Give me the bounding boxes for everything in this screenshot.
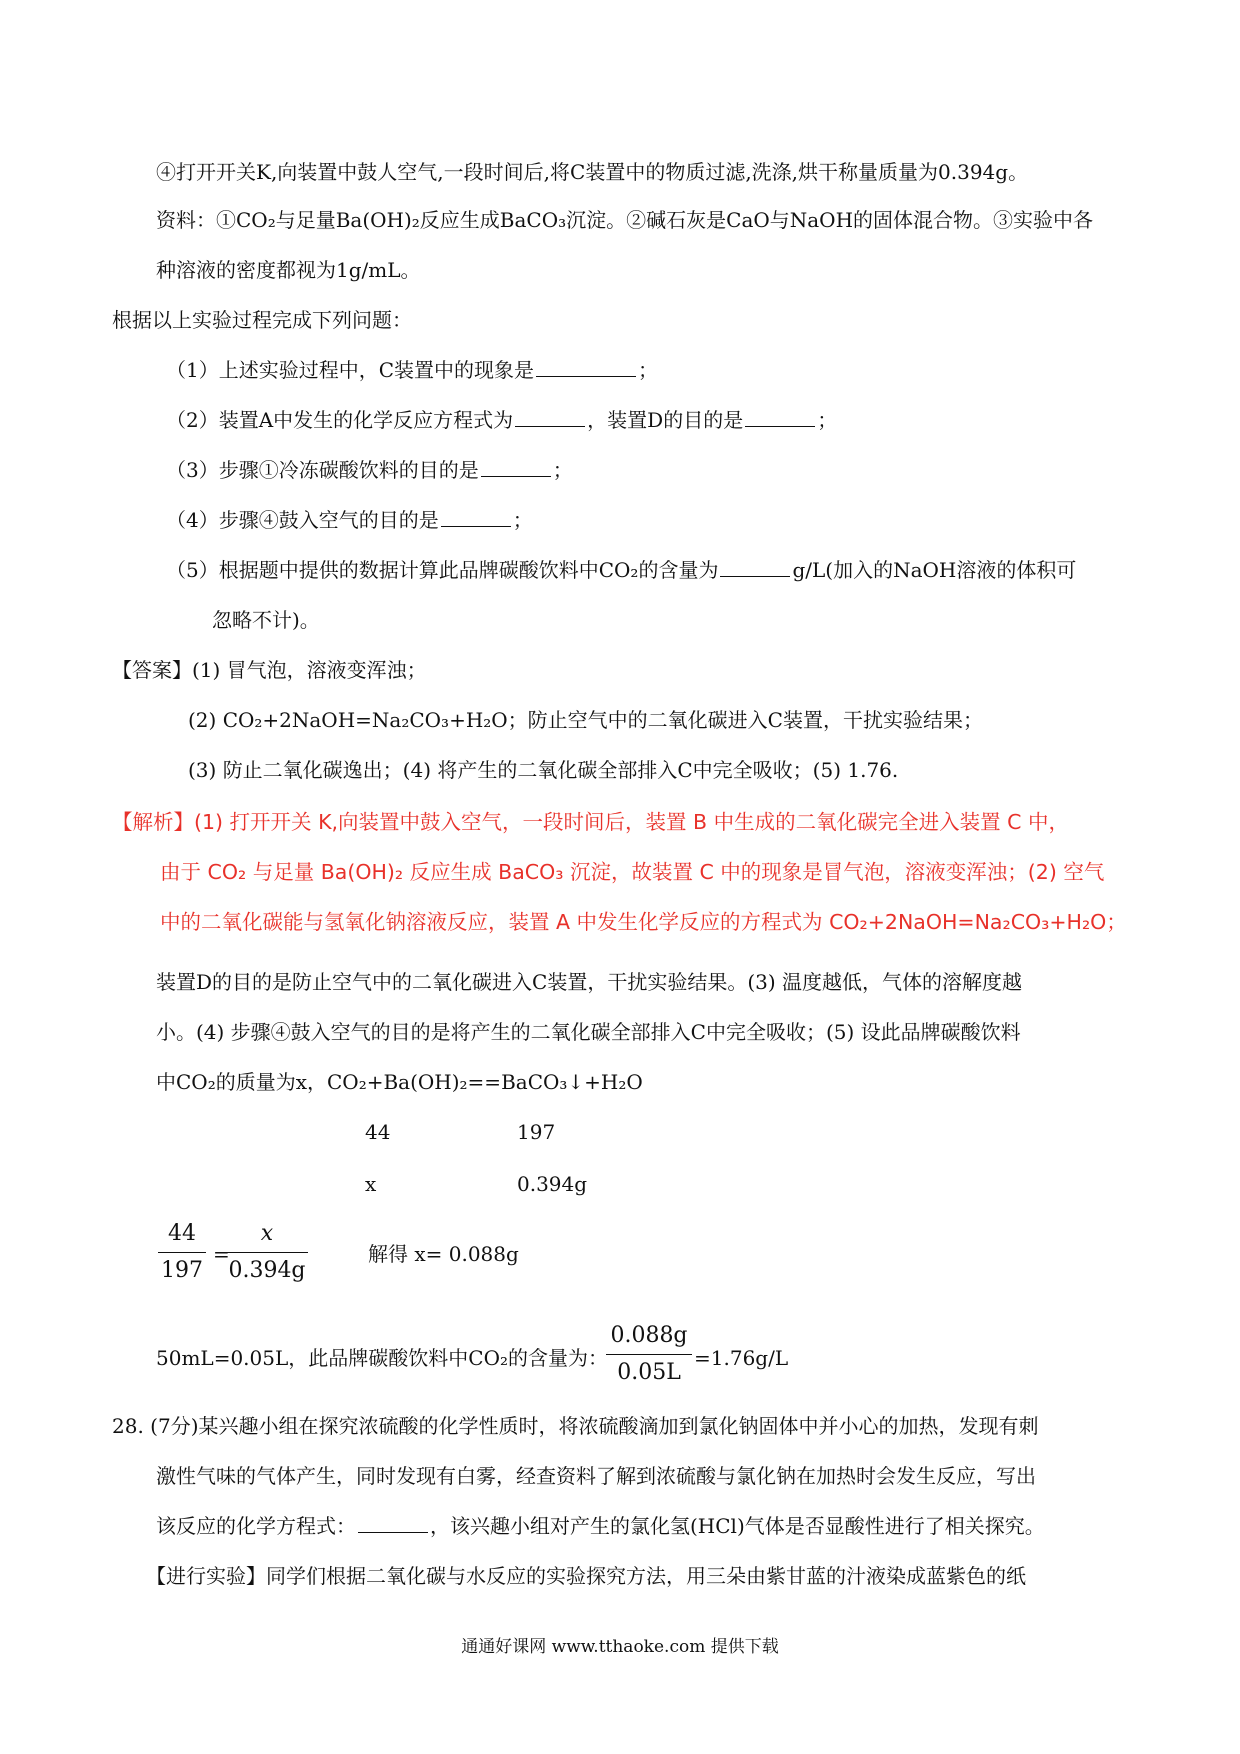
question-4-text: （4）步骤④鼓入空气的目的是: [166, 508, 439, 532]
solve-result: 解得 x= 0.088g: [368, 1242, 519, 1266]
question-3-text: （3）步骤①冷冻碳酸饮料的目的是: [166, 458, 479, 482]
answer-blank: [745, 406, 815, 427]
mass-co2-x: x: [365, 1172, 377, 1196]
question-28-text: 该反应的化学方程式：: [156, 1514, 356, 1538]
question-2-end: ；: [817, 408, 838, 432]
page-footer: 通通好课网 www.tthaoke.com 提供下载: [461, 1637, 779, 1657]
fraction-numerator: 0.088g: [610, 1323, 688, 1348]
question-4: [166, 506, 533, 534]
question-1-text: （1）上述实验过程中，C装置中的现象是: [166, 358, 535, 382]
analysis-red-1: 【解析】(1) 打开开关 K,向装置中鼓入空气，一段时间后，装置 B 中生成的二氧化碳完全进入装置 C 中，: [112, 810, 1069, 834]
question-5-cont: 忽略不计)。: [212, 608, 320, 632]
question-28-line-4: 【进行实验】同学们根据二氧化碳与水反应的实验探究方法，用三朵由紫甘蓝的汁液染成蓝紫色的纸: [146, 1564, 1026, 1588]
answer-line-3: (3) 防止二氧化碳逸出；(4) 将产生的二氧化碳全部排入C中完全吸收；(5) 1.76.: [188, 758, 899, 782]
question-1: [166, 356, 658, 384]
question-2-mid: ，装置D的目的是: [587, 408, 744, 432]
analysis-red-2: 由于 CO₂ 与足量 Ba(OH)₂ 反应生成 BaCO₃ 沉淀，故装置 C 中的现象是冒气泡，溶液变浑浊；(2) 空气: [160, 860, 1105, 884]
fraction-bar: [226, 1252, 308, 1253]
fraction-44-197: [158, 1218, 206, 1287]
question-1-end: ；: [638, 358, 659, 382]
answer-line-2: (2) CO₂+2NaOH=Na₂CO₃+H₂O；防止空气中的二氧化碳进入C装置，干扰实验结果；: [188, 708, 983, 732]
fraction-content: [606, 1320, 692, 1389]
question-4-end: ；: [512, 508, 533, 532]
answer-blank: [481, 456, 551, 477]
fraction-denominator: 0.394g: [228, 1258, 306, 1283]
analysis-line-3: 中CO₂的质量为x，CO₂+Ba(OH)₂==BaCO₃↓+H₂O: [156, 1070, 643, 1094]
answer-blank: [515, 406, 585, 427]
question-28-text-end: ，该兴趣小组对产生的氯化氢(HCl)气体是否显酸性进行了相关探究。: [430, 1514, 1045, 1538]
question-28-line-2: 激性气味的气体产生，同时发现有白雾，经查资料了解到浓硫酸与氯化钠在加热时会发生反应，写出: [156, 1464, 1036, 1488]
molar-mass-co2: 44: [365, 1120, 391, 1144]
fraction-x-mass: [226, 1218, 308, 1287]
answer-blank: [358, 1512, 428, 1533]
fraction-numerator: 44: [168, 1221, 196, 1246]
content-result: =1.76g/L: [694, 1346, 789, 1370]
content-line: 50mL=0.05L，此品牌碳酸饮料中CO₂的含量为：: [156, 1346, 608, 1370]
answer-blank: [720, 556, 790, 577]
questions-intro: 根据以上实验过程完成下列问题：: [112, 308, 412, 332]
equals-sign: =: [213, 1242, 230, 1266]
fraction-denominator: 197: [161, 1258, 203, 1283]
question-2: [166, 406, 837, 434]
question-5-mid: g/L(加入的NaOH溶液的体积可: [792, 558, 1077, 582]
analysis-line-2: 小。(4) 步骤④鼓入空气的目的是将产生的二氧化碳全部排入C中完全吸收；(5) 设此品牌碳酸饮料: [156, 1020, 1021, 1044]
mass-baco3: 0.394g: [517, 1172, 588, 1196]
answer-line-1: 【答案】(1) 冒气泡，溶液变浑浊；: [112, 658, 427, 682]
fraction-bar: [158, 1252, 206, 1253]
question-3-end: ；: [552, 458, 573, 482]
question-28-line-3: [156, 1512, 1045, 1540]
analysis-line-1: 装置D的目的是防止空气中的二氧化碳进入C装置，干扰实验结果。(3) 温度越低，气体的溶解度越: [156, 970, 1023, 994]
fraction-denominator: 0.05L: [617, 1360, 681, 1385]
question-2-text: （2）装置A中发生的化学反应方程式为: [166, 408, 514, 432]
answer-blank: [536, 356, 636, 377]
fraction-bar: [606, 1354, 692, 1355]
question-5-text: （5）根据题中提供的数据计算此品牌碳酸饮料中CO₂的含量为: [166, 558, 719, 582]
answer-blank: [441, 506, 511, 527]
step4-line: ④打开开关K,向装置中鼓人空气,一段时间后,将C装置中的物质过滤,洗涤,烘干称量质量为0.394g。: [156, 160, 1029, 184]
question-28-line-1: 28. (7分)某兴趣小组在探究浓硫酸的化学性质时，将浓硫酸滴加到氯化钠固体中并小心的加热，发现有刺: [112, 1414, 1039, 1438]
materials-line: 资料：①CO₂与足量Ba(OH)₂反应生成BaCO₃沉淀。②碱石灰是CaO与NaOH的固体混合物。③实验中各: [156, 208, 1094, 232]
question-3: [166, 456, 573, 484]
question-5: [166, 556, 1076, 584]
analysis-red-3: 中的二氧化碳能与氢氧化钠溶液反应，装置 A 中发生化学反应的方程式为 CO₂+2NaOH=Na₂CO₃+H₂O；: [160, 910, 1127, 934]
molar-mass-baco3: 197: [517, 1120, 556, 1144]
fraction-numerator: x: [260, 1221, 274, 1246]
materials-line-cont: 种溶液的密度都视为1g/mL。: [156, 258, 421, 282]
